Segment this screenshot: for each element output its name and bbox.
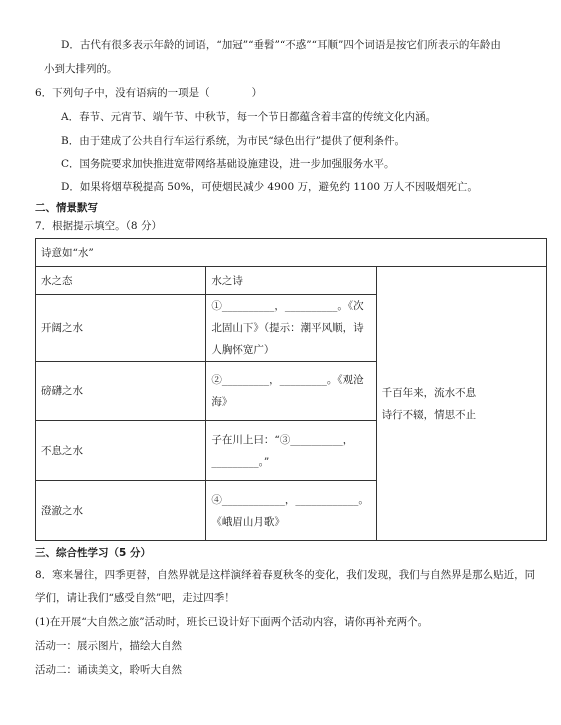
side-note-line2: 诗行不辍，情思不止 <box>381 408 477 421</box>
q5-option-d-line1: D．古代有很多表示年龄的词语，“加冠”“垂髫”“不惑”“耳顺”四个词语是按它们所表示的年龄由 <box>61 39 501 51</box>
row-state: 开阔之水 <box>36 295 206 362</box>
poem-table <box>35 238 547 541</box>
header-poem: 水之诗 <box>206 267 376 295</box>
row-poem: ①__________，__________。《次北固山下》（提示：潮平风顺，诗人胸怀宽广） <box>206 295 376 362</box>
q8-line1: 8．寒来暑往，四季更替，自然界就是这样演绎着春夏秋冬的变化，我们发现，我们与自然界是那么贴近，同 <box>35 569 536 581</box>
section2-heading: 二、情景默写 <box>35 202 98 214</box>
side-note <box>376 267 546 541</box>
row-poem: 子在川上曰：“③__________，_________。” <box>206 421 376 481</box>
row-state: 澄澈之水 <box>36 481 206 541</box>
section3-heading: 三、综合性学习（5 分） <box>35 547 151 559</box>
table-title: 诗意如“水” <box>36 239 547 267</box>
row-state: 不息之水 <box>36 421 206 481</box>
q8-sub1: (1)在开展“大自然之旅”活动时，班长已设计好下面两个活动内容，请你再补充两个。 <box>35 616 429 628</box>
q6-option-c: C．国务院要求加快推进宽带网络基础设施建设，进一步加强服务水平。 <box>61 158 395 170</box>
q6-option-b: B．由于建成了公共自行车运行系统，为市民“绿色出行”提供了便利条件。 <box>61 135 405 147</box>
q5-option-d-line2: 小到大排列的。 <box>44 63 118 75</box>
q6-option-d: D．如果将烟草税提高 50%，可使烟民减少 4900 万，避免约 1100 万人不因吸烟死亡。 <box>61 181 478 193</box>
row-poem: ②_________，_________。《观沧海》 <box>206 362 376 421</box>
q6-stem: 6．下列句子中，没有语病的一项是（ ） <box>35 87 263 99</box>
q8-line2: 学们，请让我们“感受自然”吧，走过四季！ <box>35 592 235 604</box>
q6-option-a: A．春节、元宵节、端午节、中秋节，每一个节日都蕴含着丰富的传统文化内涵。 <box>61 111 437 123</box>
side-note-line1: 千百年来，流水不息 <box>381 386 477 399</box>
row-state: 磅礴之水 <box>36 362 206 421</box>
q8-activity2: 活动二：诵读美文，聆听大自然 <box>35 664 182 676</box>
header-state: 水之态 <box>36 267 206 295</box>
q8-activity1: 活动一：展示图片，描绘大自然 <box>35 640 182 652</box>
row-poem: ④____________，____________。《峨眉山月歌》 <box>206 481 376 541</box>
q7-stem: 7．根据提示填空。（8 分） <box>35 220 162 232</box>
